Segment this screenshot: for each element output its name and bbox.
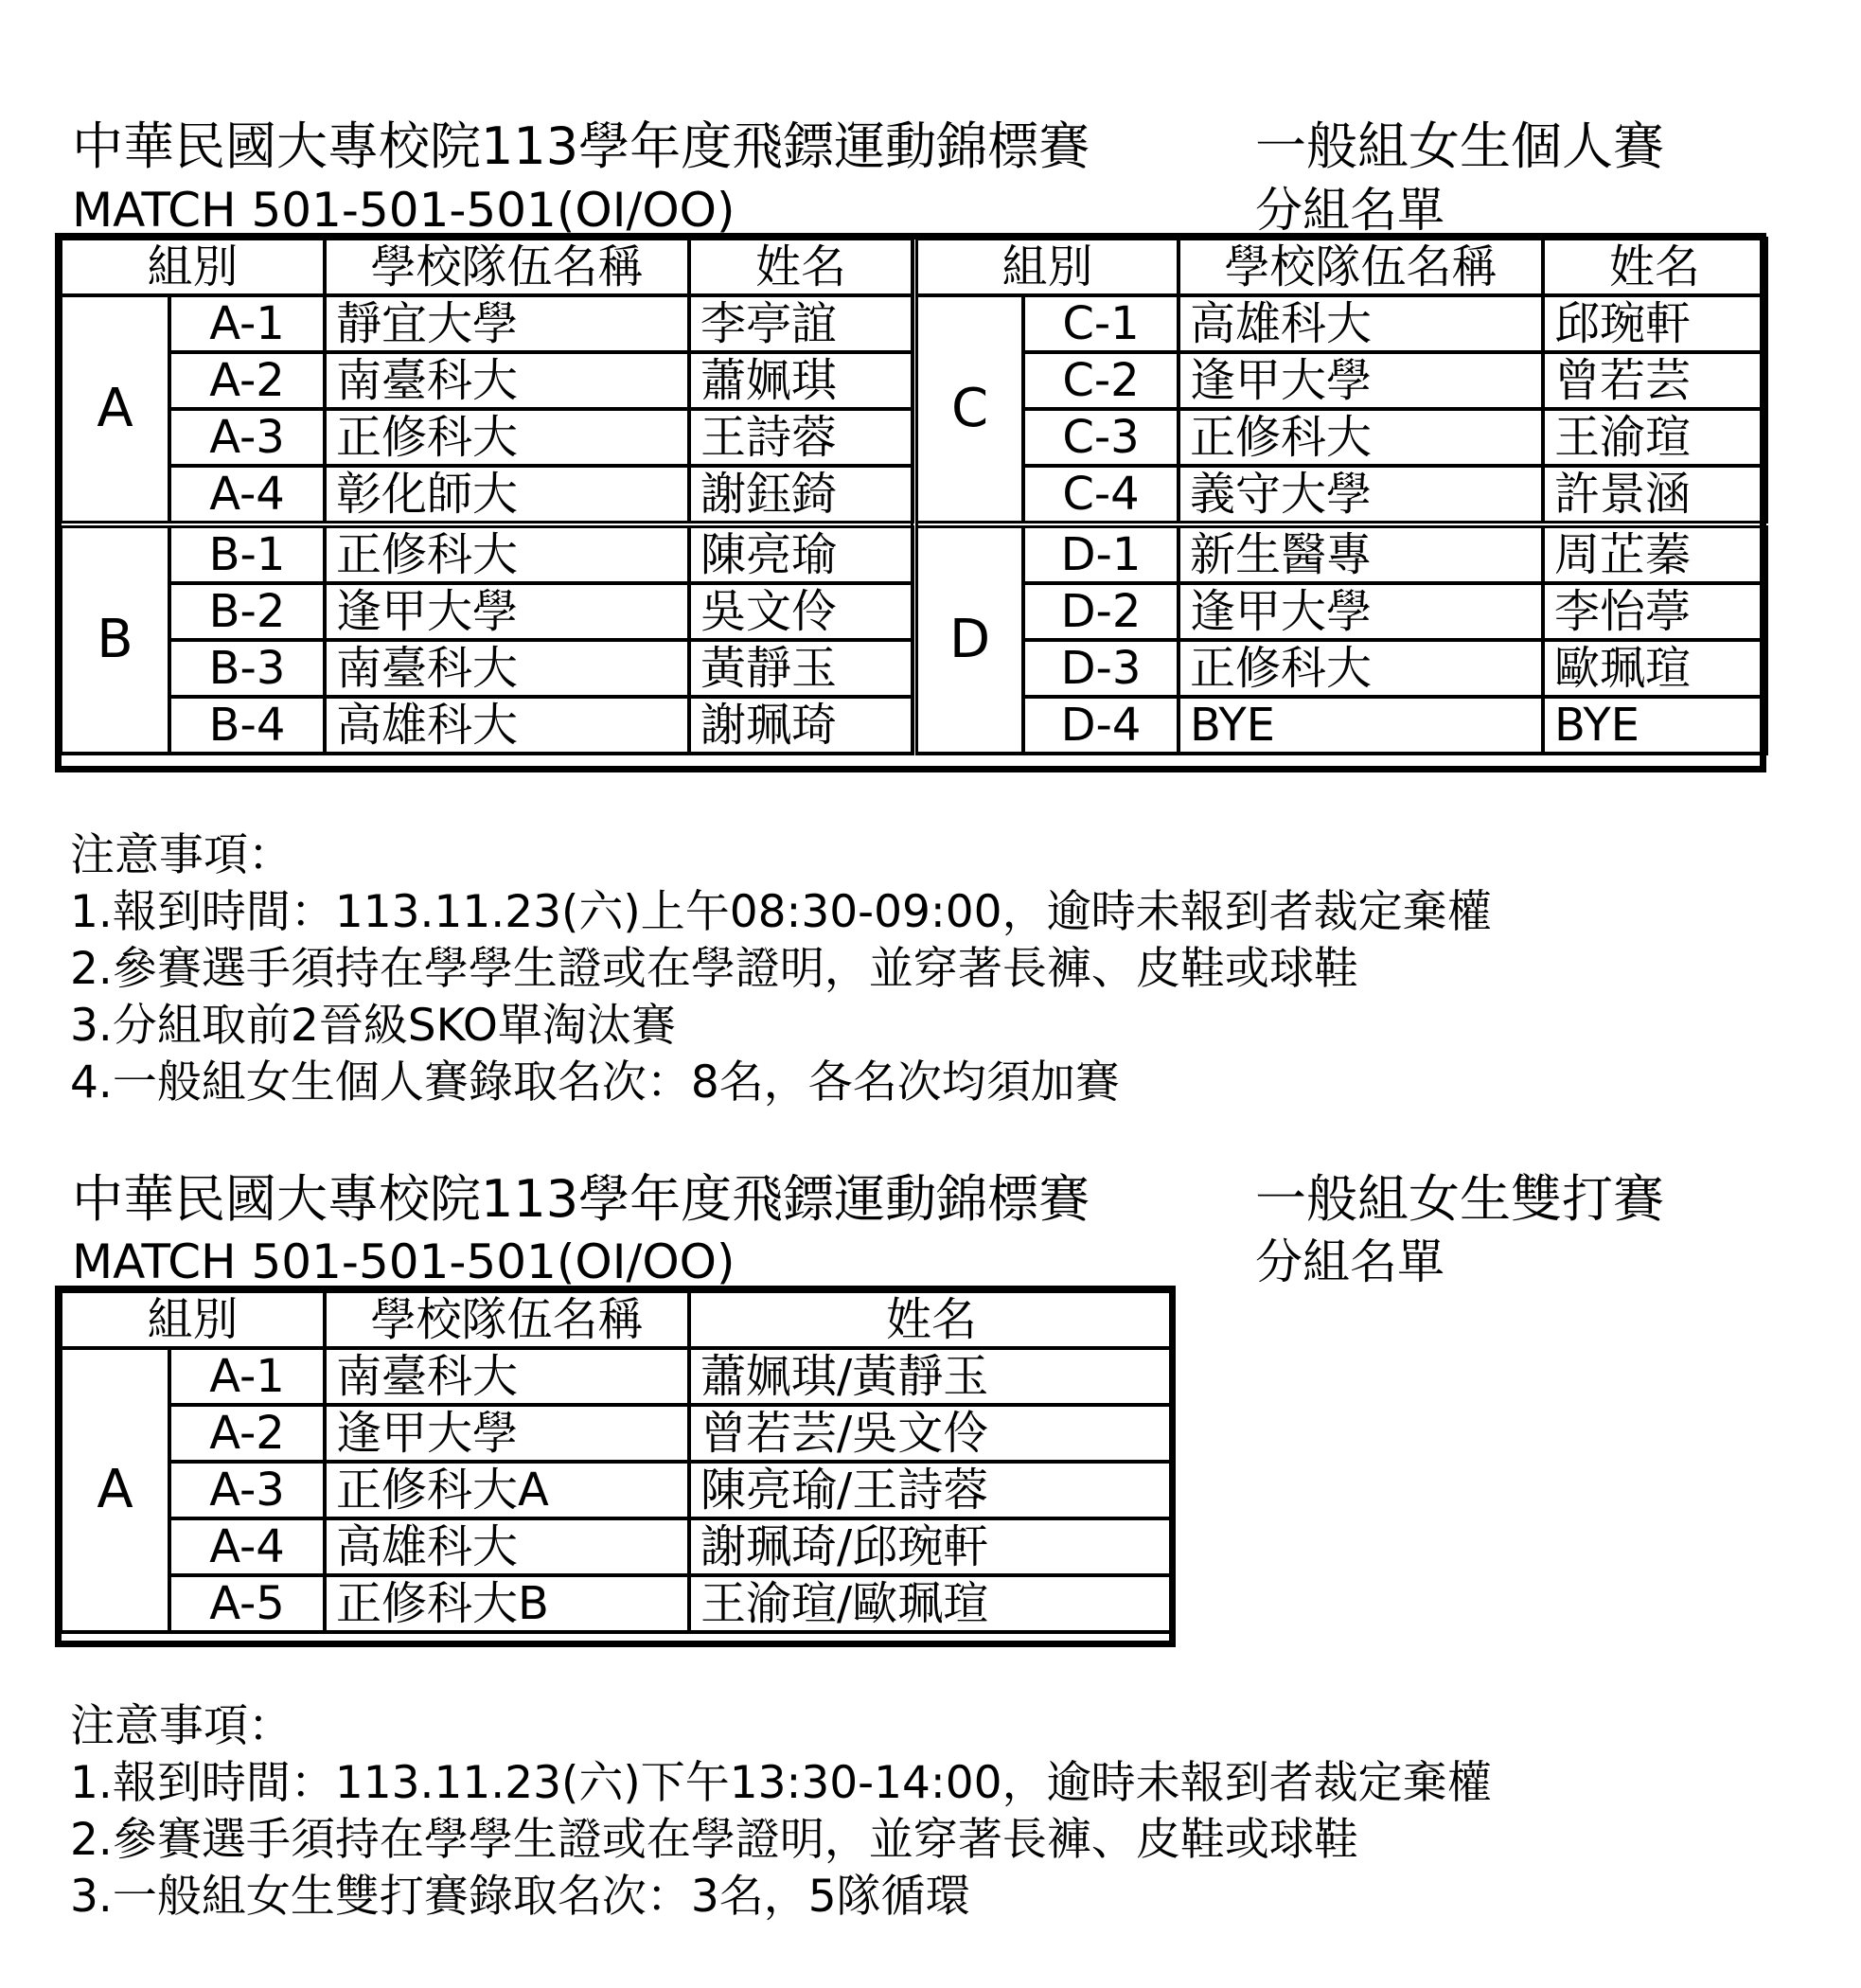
school-name: 正修科大 [325,409,689,466]
school-name: 正修科大B [325,1575,689,1632]
player-name: 曾若芸 [1543,352,1766,409]
player-name: 黃靜玉 [689,640,913,697]
player-names: 曾若芸/吳文伶 [689,1405,1174,1462]
section1-list-label: 分組名單 [1255,183,1444,238]
notes-title: 注意事項： [70,829,292,881]
section1-match: MATCH 501-501-501(OI/OO) [72,183,736,238]
section2-event: 一般組女生雙打賽 [1255,1169,1664,1229]
player-name: BYE [1543,697,1766,754]
group-label: D [914,524,1023,754]
school-name: 逢甲大學 [325,1405,689,1462]
seed-id: A-2 [169,352,325,409]
seed-id: C-3 [1023,409,1179,466]
school-name: 南臺科大 [325,1348,689,1405]
seed-id: B-3 [169,640,325,697]
header-group: 組別 [914,239,1179,295]
section1-title: 中華民國大專校院113學年度飛鏢運動錦標賽 [72,116,1090,176]
school-name: 正修科大 [1179,640,1543,697]
player-name: 謝鈺錡 [689,466,913,524]
school-name: 靜宜大學 [325,295,689,352]
player-name: 李亭誼 [689,295,913,352]
school-name: BYE [1179,697,1543,754]
note-line: 1.報到時間：113.11.23(六)上午08:30-09:00，逾時未報到者裁定棄權 [70,886,1492,938]
note-line: 3.一般組女生雙打賽錄取名次：3名，5隊循環 [70,1871,970,1923]
group-label: A [61,295,169,524]
seed-id: A-3 [169,1462,325,1518]
school-name: 南臺科大 [325,640,689,697]
seed-id: C-1 [1023,295,1179,352]
player-name: 王詩蓉 [689,409,913,466]
school-name: 高雄科大 [325,697,689,754]
school-name: 南臺科大 [325,352,689,409]
note-line: 2.參賽選手須持在學學生證或在學證明，並穿著長褲、皮鞋或球鞋 [70,943,1358,995]
doubles-table [59,1289,1176,1634]
seed-id: D-2 [1023,583,1179,640]
seed-id: B-1 [169,524,325,583]
seed-id: C-4 [1023,466,1179,524]
school-name: 正修科大 [325,524,689,583]
seed-id: A-5 [169,1575,325,1632]
player-name: 謝珮琦 [689,697,913,754]
seed-id: A-4 [169,466,325,524]
group-label: C [914,295,1023,524]
seed-id: A-2 [169,1405,325,1462]
player-names: 陳亮瑜/王詩蓉 [689,1462,1174,1518]
seed-id: A-1 [169,1348,325,1405]
note-line: 2.參賽選手須持在學學生證或在學證明，並穿著長褲、皮鞋或球鞋 [70,1814,1358,1866]
section2-title: 中華民國大專校院113學年度飛鏢運動錦標賽 [72,1169,1090,1229]
header-school: 學校隊伍名稱 [325,239,689,295]
seed-id: B-4 [169,697,325,754]
school-name: 逢甲大學 [325,583,689,640]
seed-id: D-3 [1023,640,1179,697]
school-name: 正修科大 [1179,409,1543,466]
note-line: 3.分組取前2晉級SKO單淘汰賽 [70,1000,676,1052]
note-line: 1.報到時間：113.11.23(六)下午13:30-14:00，逾時未報到者裁定棄權 [70,1757,1492,1809]
header-school: 學校隊伍名稱 [1179,239,1543,295]
player-name: 許景涵 [1543,466,1766,524]
player-name: 陳亮瑜 [689,524,913,583]
player-name: 邱琬軒 [1543,295,1766,352]
notes-title: 注意事項： [70,1700,292,1752]
section2-match: MATCH 501-501-501(OI/OO) [72,1234,736,1289]
school-name: 正修科大A [325,1462,689,1518]
player-name: 歐珮瑄 [1543,640,1766,697]
player-name: 吳文伶 [689,583,913,640]
seed-id: A-4 [169,1518,325,1575]
individual-table-left [59,237,914,755]
header-name: 姓名 [689,1291,1174,1348]
school-name: 高雄科大 [1179,295,1543,352]
seed-id: B-2 [169,583,325,640]
player-names: 王渝瑄/歐珮瑄 [689,1575,1174,1632]
player-name: 王渝瑄 [1543,409,1766,466]
school-name: 新生醫專 [1179,524,1543,583]
section2-list-label: 分組名單 [1255,1234,1444,1289]
seed-id: C-2 [1023,352,1179,409]
player-name: 李怡葶 [1543,583,1766,640]
player-name: 蕭姵琪 [689,352,913,409]
seed-id: A-1 [169,295,325,352]
player-names: 謝珮琦/邱琬軒 [689,1518,1174,1575]
school-name: 義守大學 [1179,466,1543,524]
school-name: 逢甲大學 [1179,583,1543,640]
header-school: 學校隊伍名稱 [325,1291,689,1348]
seed-id: D-4 [1023,697,1179,754]
header-name: 姓名 [1543,239,1766,295]
player-names: 蕭姵琪/黃靜玉 [689,1348,1174,1405]
school-name: 逢甲大學 [1179,352,1543,409]
header-name: 姓名 [689,239,913,295]
section1-event: 一般組女生個人賽 [1255,116,1664,176]
note-line: 4.一般組女生個人賽錄取名次：8名，各名次均須加賽 [70,1056,1120,1109]
header-group: 組別 [61,239,325,295]
seed-id: D-1 [1023,524,1179,583]
header-group: 組別 [61,1291,325,1348]
school-name: 彰化師大 [325,466,689,524]
individual-table-right [911,237,1768,755]
group-label: B [61,524,169,754]
seed-id: A-3 [169,409,325,466]
player-name: 周芷蓁 [1543,524,1766,583]
school-name: 高雄科大 [325,1518,689,1575]
group-label: A [61,1348,169,1632]
